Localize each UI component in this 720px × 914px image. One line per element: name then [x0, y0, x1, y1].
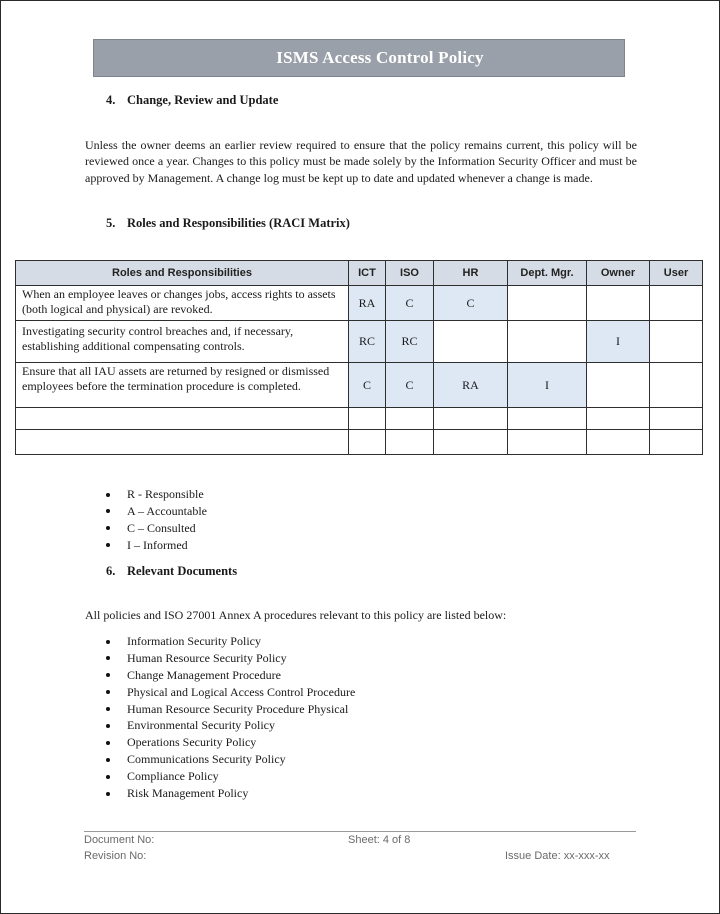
list-item: Compliance Policy: [106, 768, 355, 785]
section-4-heading: [106, 93, 278, 108]
list-item: C – Consulted: [106, 520, 207, 537]
raci-cell-ict: RA: [349, 286, 386, 321]
list-item: Human Resource Security Procedure Physical: [106, 701, 355, 718]
list-item: R - Responsible: [106, 486, 207, 503]
raci-cell-hr: [434, 321, 508, 363]
section-6-number: 6.: [106, 564, 116, 578]
raci-cell-hr: C: [434, 286, 508, 321]
raci-cell-owner: [587, 430, 650, 455]
list-item: Information Security Policy: [106, 633, 355, 650]
section-6-intro: All policies and ISO 27001 Annex A procedures relevant to this policy are listed below:: [85, 608, 507, 622]
document-title: ISMS Access Control Policy: [276, 48, 484, 67]
table-row: [16, 363, 703, 408]
role-cell: When an employee leaves or changes jobs, access rights to assets (both logical and physical) are revoked.: [16, 286, 349, 321]
role-cell: [16, 408, 349, 430]
header-owner: Owner: [587, 261, 650, 286]
section-6-title: Relevant Documents: [127, 564, 238, 578]
raci-matrix-table: [15, 260, 703, 455]
header-user: User: [650, 261, 703, 286]
table-row: [16, 408, 703, 430]
role-cell: [16, 430, 349, 455]
table-row: [16, 321, 703, 363]
raci-cell-owner: [587, 286, 650, 321]
raci-cell-ict: [349, 408, 386, 430]
list-item: Physical and Logical Access Control Procedure: [106, 684, 355, 701]
footer-issue-date: Issue Date: xx-xxx-xx: [505, 850, 610, 862]
raci-cell-user: [650, 321, 703, 363]
raci-cell-iso: [386, 430, 434, 455]
section-6-heading: [106, 564, 237, 579]
section-5-title: Roles and Responsibilities (RACI Matrix): [127, 216, 350, 230]
raci-cell-dept-mgr: [508, 286, 587, 321]
list-item: Human Resource Security Policy: [106, 650, 355, 667]
raci-cell-dept-mgr: I: [508, 363, 587, 408]
raci-legend-list: [106, 486, 207, 554]
raci-cell-iso: RC: [386, 321, 434, 363]
raci-cell-iso: C: [386, 363, 434, 408]
section-5-heading: [106, 216, 350, 231]
header-iso: ISO: [386, 261, 434, 286]
raci-cell-hr: RA: [434, 363, 508, 408]
raci-cell-ict: RC: [349, 321, 386, 363]
section-5-number: 5.: [106, 216, 116, 230]
list-item: Risk Management Policy: [106, 785, 355, 802]
section-4-title: Change, Review and Update: [127, 93, 279, 107]
table-row: [16, 430, 703, 455]
footer-revision-no: Revision No:: [84, 850, 147, 862]
header-roles: Roles and Responsibilities: [16, 261, 349, 286]
header-dept-mgr: Dept. Mgr.: [508, 261, 587, 286]
raci-cell-user: [650, 430, 703, 455]
table-header-row: [16, 261, 703, 286]
raci-cell-ict: [349, 430, 386, 455]
footer-sheet: Sheet: 4 of 8: [348, 834, 411, 846]
raci-cell-ict: C: [349, 363, 386, 408]
list-item: Operations Security Policy: [106, 734, 355, 751]
raci-cell-dept-mgr: [508, 430, 587, 455]
raci-cell-hr: [434, 430, 508, 455]
table-row: [16, 286, 703, 321]
raci-cell-dept-mgr: [508, 321, 587, 363]
raci-cell-hr: [434, 408, 508, 430]
list-item: Change Management Procedure: [106, 667, 355, 684]
section-4-number: 4.: [106, 93, 116, 107]
raci-cell-user: [650, 408, 703, 430]
list-item: Communications Security Policy: [106, 751, 355, 768]
header-ict: ICT: [349, 261, 386, 286]
raci-cell-user: [650, 286, 703, 321]
raci-cell-dept-mgr: [508, 408, 587, 430]
raci-cell-owner: [587, 363, 650, 408]
list-item: A – Accountable: [106, 503, 207, 520]
raci-cell-iso: [386, 408, 434, 430]
list-item: Environmental Security Policy: [106, 717, 355, 734]
raci-cell-owner: I: [587, 321, 650, 363]
footer-document-no: Document No:: [84, 834, 155, 846]
role-cell: Investigating security control breaches and, if necessary, establishing additional compensating controls.: [16, 321, 349, 363]
raci-cell-owner: [587, 408, 650, 430]
header-hr: HR: [434, 261, 508, 286]
role-cell: Ensure that all IAU assets are returned by resigned or dismissed employees before the termination procedure is completed.: [16, 363, 349, 408]
raci-cell-iso: C: [386, 286, 434, 321]
relevant-documents-list: [106, 633, 355, 802]
list-item: I – Informed: [106, 537, 207, 554]
footer-divider: [84, 831, 636, 832]
document-title-bar: [93, 39, 625, 77]
section-4-body: Unless the owner deems an earlier review required to ensure that the policy remains current, this policy will be reviewed once a year. Changes to this policy must be made solely by the Information Security Officer and must be approved by Management. A change log must be kept up to date and updated whenever a change is made.: [85, 138, 637, 185]
raci-cell-user: [650, 363, 703, 408]
